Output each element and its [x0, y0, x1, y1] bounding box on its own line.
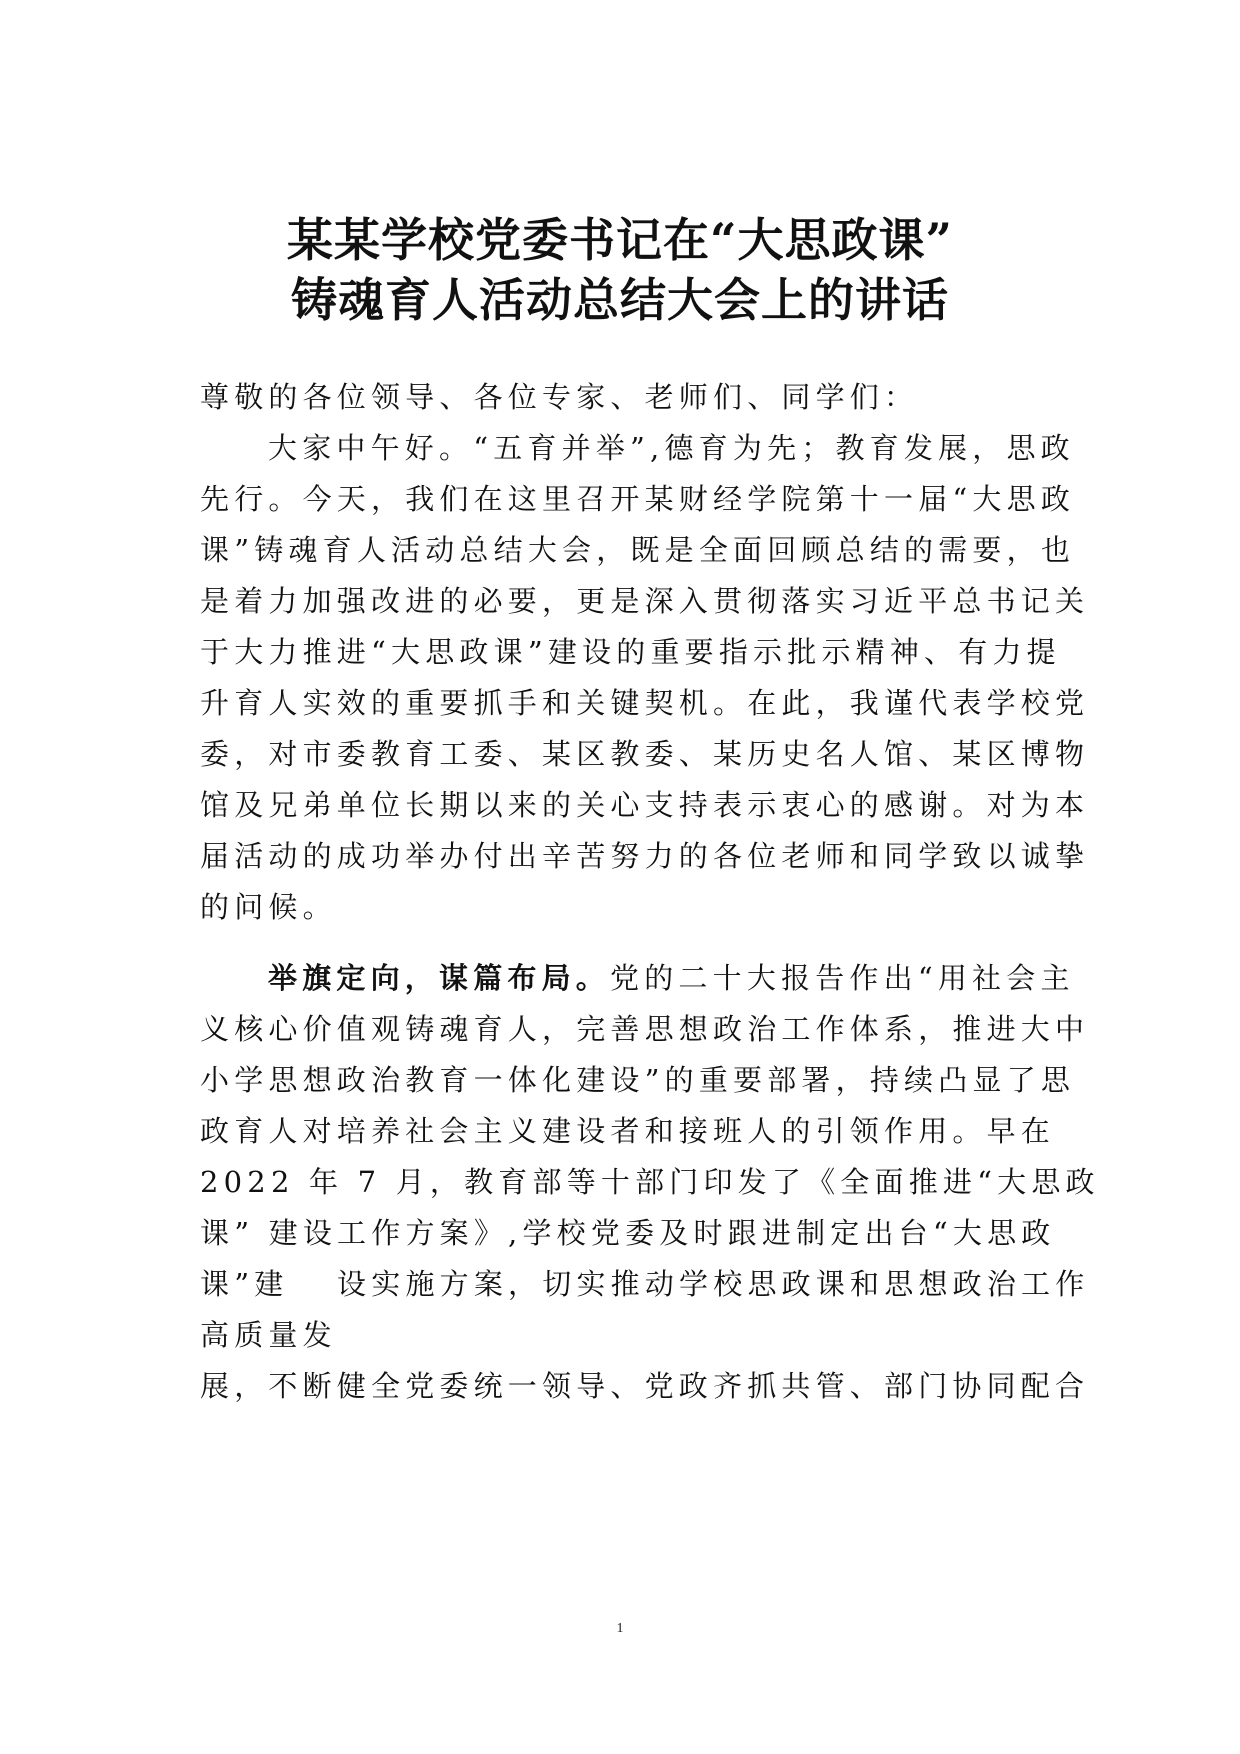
document-title	[200, 210, 1040, 330]
paragraph-line: 届活动的成功举办付出辛苦努力的各位老师和同学致以诚挚	[200, 839, 1090, 873]
paragraph-line: 课” 建设工作方案》,学校党委及时跟进制定出台“大思政	[200, 1216, 1056, 1250]
paragraph-lead-heading: 举旗定向，谋篇布局。	[268, 961, 611, 995]
paragraph-line: 馆及兄弟单位长期以来的关心支持表示衷心的感谢。对为本	[200, 788, 1090, 822]
paragraph-line: 升育人实效的重要抓手和关键契机。在此，我谨代表学校党	[200, 686, 1090, 720]
paragraph-line: 大家中午好。“五育并举”,德育为先；教育发展，思政	[268, 431, 1075, 465]
title-line-2: 铸魂育人活动总结大会上的讲话	[291, 273, 949, 327]
paragraph-line: 高质量发	[200, 1318, 337, 1352]
paragraph-line: 2022 年 7 月，教育部等十部门印发了《全面推进“大思政	[200, 1165, 1100, 1199]
paragraph-line	[200, 953, 1075, 1004]
paragraph-line: 是着力加强改进的必要，更是深入贯彻落实习近平总书记关	[200, 584, 1090, 618]
paragraph-line: 小学思想政治教育一体化建设”的重要部署，持续凸显了思	[200, 1063, 1076, 1097]
title-line-1: 某某学校党委书记在“大思政课”	[287, 213, 953, 267]
salutation: 尊敬的各位领导、各位专家、老师们、同学们：	[200, 380, 919, 414]
paragraph-line: 政育人对培养社会主义建设者和接班人的引领作用。早在	[200, 1114, 1056, 1148]
paragraph-1	[200, 423, 1090, 933]
paragraph-line: 课”建 设实施方案，切实推动学校思政课和思想政治工作	[200, 1267, 1090, 1301]
paragraph-line: 于大力推进“大思政课”建设的重要指示批示精神、有力提	[200, 635, 1061, 669]
document-body	[200, 372, 1100, 1412]
paragraph-line: 义核心价值观铸魂育人，完善思想政治工作体系，推进大中	[200, 1012, 1090, 1046]
paragraph-2	[200, 953, 1100, 1412]
page-number: 1	[616, 1621, 624, 1636]
paragraph-line: 课”铸魂育人活动总结大会，既是全面回顾总结的需要，也	[200, 533, 1076, 567]
paragraph-line: 委，对市委教育工委、某区教委、某历史名人馆、某区博物	[200, 737, 1090, 771]
paragraph-line-text: 党的二十大报告作出“用社会主	[610, 961, 1075, 995]
paragraph-line: 先行。今天，我们在这里召开某财经学院第十一届“大思政	[200, 482, 1076, 516]
paragraph-line: 的问候。	[200, 890, 337, 924]
paragraph-line: 展，不断健全党委统一领导、党政齐抓共管、部门协同配合	[200, 1369, 1090, 1403]
